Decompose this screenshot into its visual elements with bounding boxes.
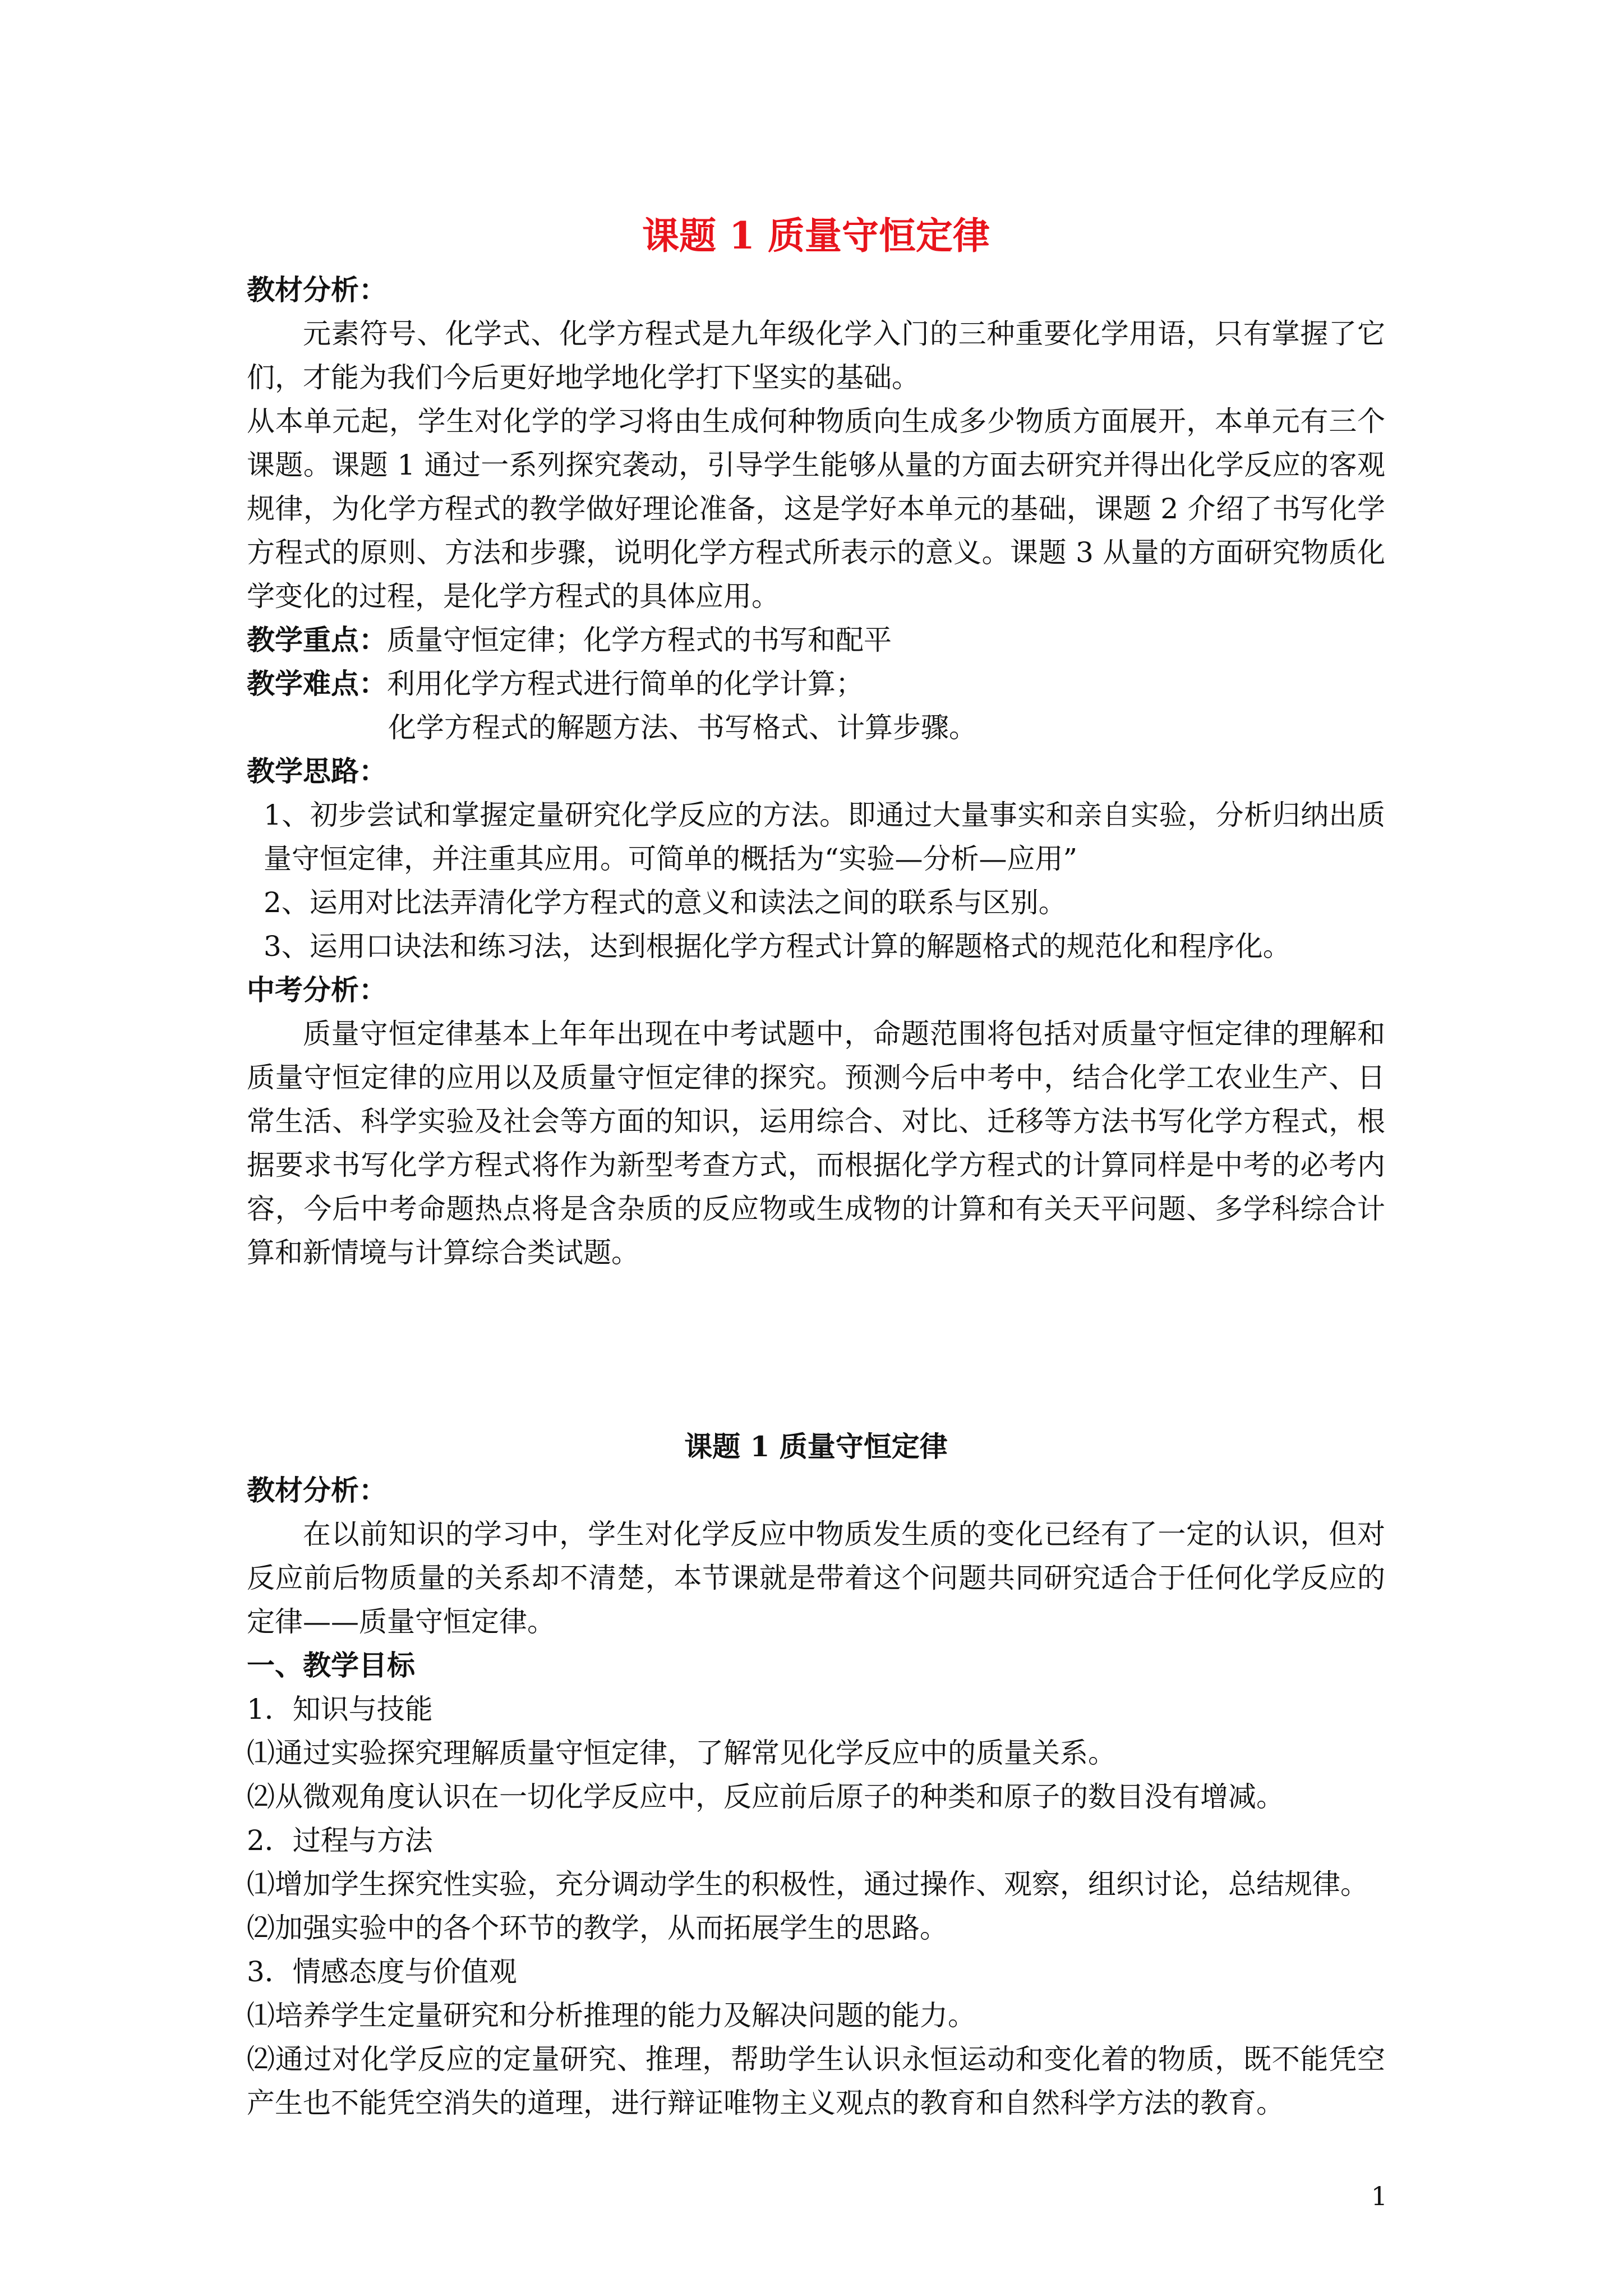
process-method-item: ⑵加强实验中的各个环节的教学，从而拓展学生的思路。 [247, 1912, 948, 1944]
material-analysis-paragraph-2: 从本单元起，学生对化学的学习将由生成何种物质向生成多少物质方面展开，本单元有三个课题。课题 1 通过一系列探究袭动，引导学生能够从量的方面去研究并得出化学反应的客观规律，为化学方程式的教学做好理论准备，这是学好本单元的基础，课题 2 介绍了书写化学方程式的原则、方法和步骤，说明化学方程式所表示的意义。课题 3 从量的方面研究物质化学变化的过程，是化学方程式的具体应用。 [247, 405, 1385, 613]
knowledge-skills-item: ⑵从微观角度认识在一切化学反应中，反应前后原子的种类和原子的数目没有增减。 [247, 1780, 1284, 1813]
knowledge-skills-item: ⑴通过实验探究理解质量守恒定律，了解常见化学反应中的质量关系。 [247, 1737, 1116, 1769]
emotion-values-item: ⑴培养学生定量研究和分析推理的能力及解决问题的能力。 [247, 1999, 976, 2032]
page-content [247, 208, 1385, 2125]
teaching-difficulties-label: 教学难点： [247, 667, 387, 700]
section-spacer [247, 1274, 1385, 1425]
teaching-difficulties-text-1: 利用化学方程式进行简单的化学计算； [387, 668, 864, 700]
teaching-approach-item: 1、初步尝试和掌握定量研究化学反应的方法。即通过大量事实和亲自实验，分析归纳出质量守恒定律，并注重其应用。可简单的概括为“实验—分析—应用” [264, 799, 1385, 875]
exam-analysis-heading: 中考分析： [247, 973, 387, 1006]
material-analysis-paragraph-3: 在以前知识的学习中，学生对化学反应中物质发生质的变化已经有了一定的认识，但对反应前后物质量的关系却不清楚，本节课就是带着这个问题共同研究适合于任何化学反应的定律——质量守恒定律。 [247, 1518, 1385, 1638]
emotion-values-item: ⑵通过对化学反应的定量研究、推理，帮助学生认识永恒运动和变化着的物质，既不能凭空产生也不能凭空消失的道理，进行辩证唯物主义观点的教育和自然科学方法的教育。 [247, 2043, 1385, 2119]
material-analysis-paragraph-1: 元素符号、化学式、化学方程式是九年级化学入门的三种重要化学用语，只有掌握了它们，才能为我们今后更好地学地化学打下坚实的基础。 [247, 318, 1385, 394]
section-title: 课题 1 质量守恒定律 [684, 1430, 948, 1463]
teaching-approach-item: 2、运用对比法弄清化学方程式的意义和读法之间的联系与区别。 [264, 886, 1067, 919]
teaching-key-points-text: 质量守恒定律；化学方程式的书写和配平 [387, 624, 892, 656]
material-analysis-heading: 教材分析： [247, 273, 387, 306]
teaching-difficulties [247, 662, 1385, 706]
page-number: 1 [1371, 2181, 1387, 2211]
emotion-values-heading: 3．情感态度与价值观 [247, 1955, 517, 1988]
teaching-objectives-heading: 一、教学目标 [247, 1649, 415, 1682]
teaching-key-points [247, 618, 1385, 662]
teaching-difficulties-text-2: 化学方程式的解题方法、书写格式、计算步骤。 [388, 711, 977, 744]
process-method-item: ⑴增加学生探究性实验，充分调动学生的积极性，通过操作、观察，组织讨论，总结规律。 [247, 1868, 1368, 1901]
teaching-approach-item: 3、运用口诀法和练习法，达到根据化学方程式计算的解题格式的规范化和程序化。 [264, 930, 1291, 963]
material-analysis-heading-2: 教材分析： [247, 1474, 387, 1507]
teaching-approach-heading: 教学思路： [247, 754, 387, 788]
exam-analysis-paragraph: 质量守恒定律基本上年年出现在中考试题中，命题范围将包括对质量守恒定律的理解和质量守恒定律的应用以及质量守恒定律的探究。预测今后中考中，结合化学工农业生产、日常生活、科学实验及社会等方面的知识，运用综合、对比、迁移等方法书写化学方程式，根据要求书写化学方程式将作为新型考查方式，而根据化学方程式的计算同样是中考的必考内容，今后中考命题热点将是含杂质的反应物或生成物的计算和有关天平问题、多学科综合计算和新情境与计算综合类试题。 [247, 1018, 1385, 1269]
main-title: 课题 1 质量守恒定律 [642, 214, 990, 257]
teaching-key-points-label: 教学重点： [247, 623, 387, 656]
process-method-heading: 2．过程与方法 [247, 1824, 433, 1857]
knowledge-skills-heading: 1．知识与技能 [247, 1693, 433, 1726]
